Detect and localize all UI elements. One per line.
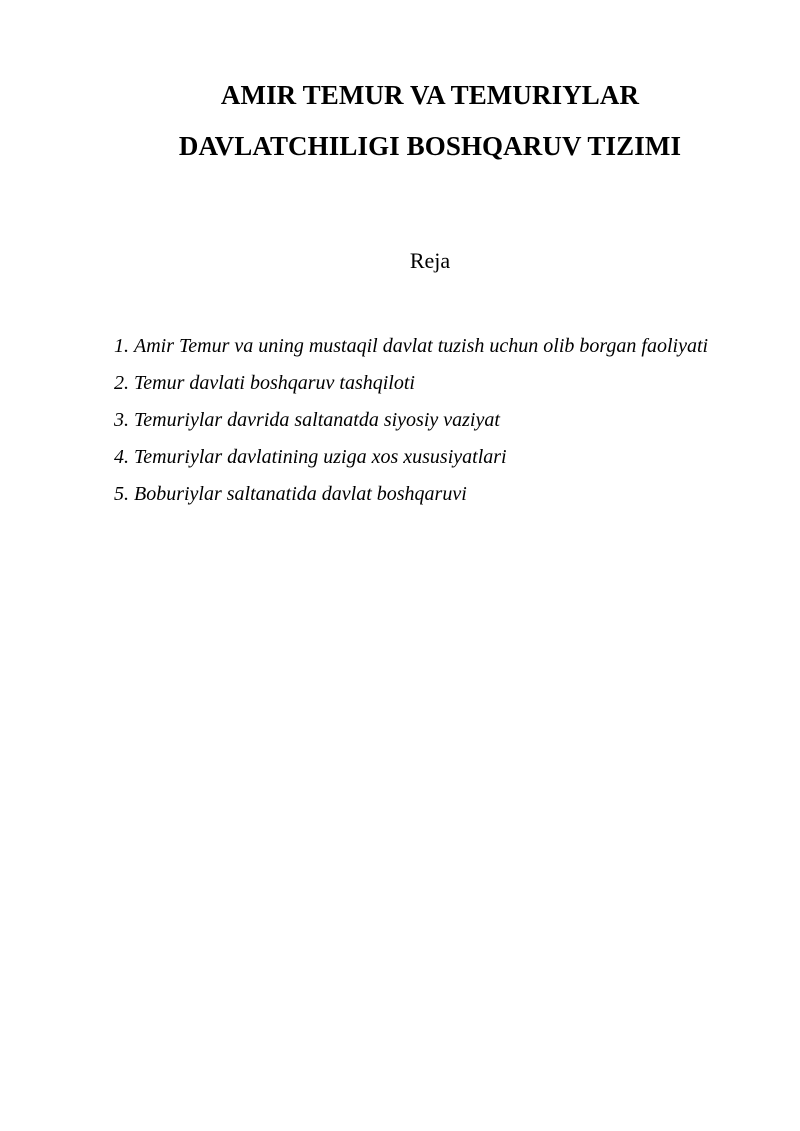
document-title-line-2: DAVLATCHILIGI BOSHQARUV TIZIMI	[178, 131, 682, 161]
section-heading: Reja	[409, 248, 451, 273]
plan-item	[114, 439, 714, 476]
plan-list	[114, 328, 714, 513]
plan-item	[114, 402, 714, 439]
document-title-line-1: AMIR TEMUR VA TEMURIYLAR	[220, 80, 640, 110]
plan-item-text: Temuriylar davrida saltanatda siyosiy vaziyat	[134, 409, 500, 431]
plan-item-text: Boburiylar saltanatida davlat boshqaruvi	[134, 483, 467, 505]
plan-item	[114, 365, 714, 402]
plan-item-text: Amir Temur va uning mustaqil davlat tuzish uchun olib borgan faoliyati	[134, 335, 709, 357]
plan-item	[114, 476, 714, 513]
plan-item-number: 2.	[114, 372, 129, 394]
plan-item	[114, 328, 714, 365]
plan-item-number: 5.	[114, 483, 129, 505]
plan-item-number: 3.	[114, 409, 129, 431]
plan-item-number: 4.	[114, 446, 129, 468]
plan-item-text: Temuriylar davlatining uziga xos xususiyatlari	[134, 446, 507, 468]
plan-item-number: 1.	[114, 335, 129, 357]
plan-item-text: Temur davlati boshqaruv tashqiloti	[134, 372, 415, 394]
